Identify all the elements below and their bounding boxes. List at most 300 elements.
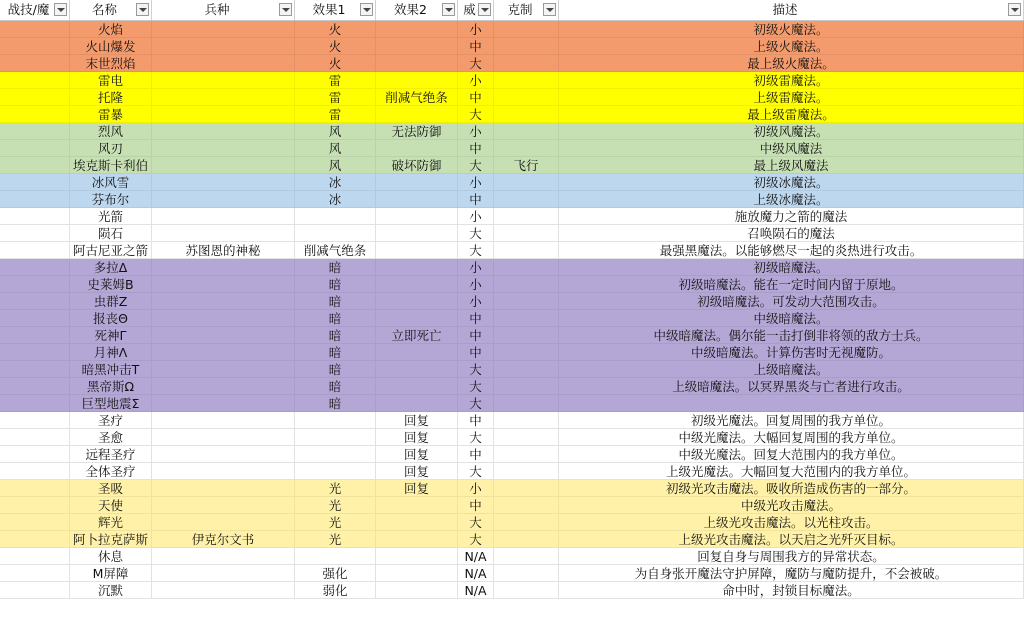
cell-power[interactable]: N/A	[458, 582, 494, 599]
cell-effect2[interactable]	[376, 38, 458, 55]
cell-unit[interactable]	[152, 446, 295, 463]
cell-name[interactable]: 暗黑冲击T	[70, 361, 152, 378]
table-row	[0, 412, 1024, 429]
cell-description[interactable]: 回复自身与周围我方的异常状态。	[559, 548, 1024, 565]
cell-effect1[interactable]: 强化	[295, 565, 376, 582]
cell-effect2[interactable]: 回复	[376, 480, 458, 497]
cell-power[interactable]: 小	[458, 123, 494, 140]
cell-description[interactable]: 中级光魔法。大幅回复周围的我方单位。	[559, 429, 1024, 446]
cell-power[interactable]: 中	[458, 38, 494, 55]
cell-unit[interactable]	[152, 55, 295, 72]
cell-effect2[interactable]	[376, 582, 458, 599]
cell-effect2[interactable]	[376, 140, 458, 157]
cell-unit[interactable]	[152, 429, 295, 446]
cell-counter[interactable]	[494, 89, 559, 106]
cell-power[interactable]: 中	[458, 89, 494, 106]
cell-power[interactable]: 中	[458, 310, 494, 327]
header-cell-power	[458, 0, 494, 20]
cell-name[interactable]: 史莱姆B	[70, 276, 152, 293]
cell-effect1[interactable]: 冰	[295, 174, 376, 191]
cell-unit[interactable]	[152, 395, 295, 412]
cell-power[interactable]: 大	[458, 55, 494, 72]
cell-name[interactable]: 烈风	[70, 123, 152, 140]
cell-effect2[interactable]	[376, 565, 458, 582]
cell-type[interactable]	[0, 514, 70, 531]
cell-effect2[interactable]	[376, 55, 458, 72]
cell-description[interactable]: 最上级风魔法	[559, 157, 1024, 174]
cell-effect2[interactable]: 削减气绝条	[376, 89, 458, 106]
cell-name[interactable]: 雷暴	[70, 106, 152, 123]
cell-effect1[interactable]	[295, 225, 376, 242]
cell-description[interactable]: 初级风魔法。	[559, 123, 1024, 140]
cell-description[interactable]: 初级雷魔法。	[559, 72, 1024, 89]
cell-unit[interactable]	[152, 412, 295, 429]
cell-name[interactable]: M屏障	[70, 565, 152, 582]
cell-type[interactable]	[0, 21, 70, 38]
cell-counter[interactable]	[494, 497, 559, 514]
cell-effect1[interactable]: 光	[295, 531, 376, 548]
cell-description[interactable]: 上级暗魔法。以冥界黑炎与亡者进行攻击。	[559, 378, 1024, 395]
filter-dropdown-icon[interactable]	[442, 3, 455, 16]
cell-unit[interactable]	[152, 497, 295, 514]
cell-power[interactable]: N/A	[458, 565, 494, 582]
cell-unit[interactable]	[152, 344, 295, 361]
cell-description[interactable]: 最上级雷魔法。	[559, 106, 1024, 123]
cell-name[interactable]: 雷电	[70, 72, 152, 89]
cell-type[interactable]	[0, 191, 70, 208]
cell-effect1[interactable]: 风	[295, 123, 376, 140]
cell-effect2[interactable]	[376, 514, 458, 531]
cell-type[interactable]	[0, 395, 70, 412]
table-row	[0, 395, 1024, 412]
cell-unit[interactable]	[152, 276, 295, 293]
cell-effect1[interactable]: 风	[295, 140, 376, 157]
table-row	[0, 55, 1024, 72]
cell-unit[interactable]	[152, 293, 295, 310]
cell-type[interactable]	[0, 123, 70, 140]
cell-counter[interactable]	[494, 361, 559, 378]
cell-effect2[interactable]	[376, 225, 458, 242]
cell-power[interactable]: 中	[458, 140, 494, 157]
cell-counter[interactable]	[494, 293, 559, 310]
cell-effect2[interactable]	[376, 174, 458, 191]
cell-counter[interactable]	[494, 21, 559, 38]
cell-effect2[interactable]: 回复	[376, 412, 458, 429]
cell-type[interactable]	[0, 378, 70, 395]
cell-power[interactable]: 大	[458, 106, 494, 123]
cell-unit[interactable]	[152, 565, 295, 582]
cell-description[interactable]: 为自身张开魔法守护屏障，魔防与魔防提升，不会被破。	[559, 565, 1024, 582]
cell-unit[interactable]	[152, 582, 295, 599]
cell-counter[interactable]	[494, 140, 559, 157]
cell-effect2[interactable]	[376, 191, 458, 208]
cell-name[interactable]: 全体圣疗	[70, 463, 152, 480]
cell-type[interactable]	[0, 548, 70, 565]
cell-name[interactable]: 圣吸	[70, 480, 152, 497]
filter-dropdown-icon[interactable]	[54, 3, 67, 16]
cell-type[interactable]	[0, 497, 70, 514]
table-row	[0, 38, 1024, 55]
cell-unit[interactable]	[152, 89, 295, 106]
cell-type[interactable]	[0, 582, 70, 599]
cell-description[interactable]: 初级暗魔法。	[559, 259, 1024, 276]
cell-name[interactable]: 报丧Θ	[70, 310, 152, 327]
cell-description[interactable]: 中级暗魔法。偶尔能一击打倒非将领的敌方士兵。	[559, 327, 1024, 344]
cell-effect1[interactable]: 暗	[295, 344, 376, 361]
cell-power[interactable]: 小	[458, 174, 494, 191]
cell-name[interactable]: 火山爆发	[70, 38, 152, 55]
cell-counter[interactable]	[494, 344, 559, 361]
cell-description[interactable]: 中级暗魔法。计算伤害时无视魔防。	[559, 344, 1024, 361]
cell-power[interactable]: 小	[458, 293, 494, 310]
cell-effect1[interactable]: 火	[295, 55, 376, 72]
cell-counter[interactable]	[494, 123, 559, 140]
cell-type[interactable]	[0, 293, 70, 310]
cell-unit[interactable]	[152, 174, 295, 191]
cell-description[interactable]: 初级光魔法。回复周围的我方单位。	[559, 412, 1024, 429]
cell-effect2[interactable]	[376, 242, 458, 259]
cell-counter[interactable]	[494, 378, 559, 395]
cell-effect2[interactable]: 立即死亡	[376, 327, 458, 344]
cell-effect1[interactable]: 暗	[295, 361, 376, 378]
cell-effect1[interactable]: 暗	[295, 378, 376, 395]
cell-type[interactable]	[0, 140, 70, 157]
cell-name[interactable]: 阿古尼亚之箭	[70, 242, 152, 259]
cell-counter[interactable]	[494, 259, 559, 276]
cell-effect1[interactable]: 暗	[295, 327, 376, 344]
cell-unit[interactable]	[152, 191, 295, 208]
cell-type[interactable]	[0, 259, 70, 276]
cell-type[interactable]	[0, 225, 70, 242]
header-label: 效果2	[394, 2, 427, 17]
cell-counter[interactable]	[494, 429, 559, 446]
cell-power[interactable]: 小	[458, 72, 494, 89]
table-row	[0, 225, 1024, 242]
cell-counter[interactable]	[494, 565, 559, 582]
cell-type[interactable]	[0, 412, 70, 429]
cell-type[interactable]	[0, 310, 70, 327]
cell-power[interactable]: 中	[458, 191, 494, 208]
cell-unit[interactable]	[152, 21, 295, 38]
cell-effect2[interactable]	[376, 497, 458, 514]
cell-name[interactable]: 陨石	[70, 225, 152, 242]
cell-effect2[interactable]: 回复	[376, 429, 458, 446]
cell-effect2[interactable]	[376, 361, 458, 378]
cell-type[interactable]	[0, 361, 70, 378]
cell-counter[interactable]	[494, 412, 559, 429]
cell-effect1[interactable]: 火	[295, 38, 376, 55]
cell-name[interactable]: 圣愈	[70, 429, 152, 446]
cell-effect1[interactable]: 弱化	[295, 582, 376, 599]
cell-unit[interactable]	[152, 463, 295, 480]
cell-power[interactable]: 小	[458, 276, 494, 293]
cell-name[interactable]: 休息	[70, 548, 152, 565]
cell-counter[interactable]	[494, 174, 559, 191]
cell-effect1[interactable]: 光	[295, 514, 376, 531]
cell-name[interactable]: 黑帝斯Ω	[70, 378, 152, 395]
cell-counter[interactable]	[494, 242, 559, 259]
cell-effect2[interactable]	[376, 548, 458, 565]
cell-unit[interactable]	[152, 123, 295, 140]
cell-unit[interactable]	[152, 480, 295, 497]
cell-counter[interactable]	[494, 548, 559, 565]
cell-name[interactable]: 光箭	[70, 208, 152, 225]
cell-description[interactable]: 上级冰魔法。	[559, 191, 1024, 208]
cell-unit[interactable]	[152, 514, 295, 531]
cell-effect2[interactable]	[376, 344, 458, 361]
cell-name[interactable]: 阿卜拉克萨斯	[70, 531, 152, 548]
cell-effect1[interactable]: 火	[295, 21, 376, 38]
cell-power[interactable]: 中	[458, 327, 494, 344]
cell-unit[interactable]	[152, 327, 295, 344]
cell-name[interactable]: 圣疗	[70, 412, 152, 429]
cell-effect2[interactable]	[376, 208, 458, 225]
cell-type[interactable]	[0, 276, 70, 293]
cell-type[interactable]	[0, 72, 70, 89]
cell-unit[interactable]	[152, 72, 295, 89]
cell-unit[interactable]	[152, 378, 295, 395]
cell-effect1[interactable]: 暗	[295, 259, 376, 276]
cell-power[interactable]: 中	[458, 412, 494, 429]
cell-effect2[interactable]	[376, 531, 458, 548]
cell-description[interactable]: 上级雷魔法。	[559, 89, 1024, 106]
table-row	[0, 531, 1024, 548]
cell-unit[interactable]	[152, 140, 295, 157]
cell-counter[interactable]	[494, 225, 559, 242]
cell-effect1[interactable]: 雷	[295, 72, 376, 89]
cell-description[interactable]: 中级暗魔法。	[559, 310, 1024, 327]
cell-unit[interactable]	[152, 259, 295, 276]
cell-effect1[interactable]: 雷	[295, 106, 376, 123]
cell-counter[interactable]	[494, 106, 559, 123]
cell-effect1[interactable]	[295, 463, 376, 480]
cell-counter[interactable]	[494, 310, 559, 327]
cell-unit[interactable]	[152, 157, 295, 174]
cell-type[interactable]	[0, 89, 70, 106]
cell-unit[interactable]: 伊克尔文书	[152, 531, 295, 548]
cell-counter[interactable]: 飞行	[494, 157, 559, 174]
cell-description[interactable]: 初级火魔法。	[559, 21, 1024, 38]
cell-name[interactable]: 火焰	[70, 21, 152, 38]
cell-effect1[interactable]: 冰	[295, 191, 376, 208]
cell-name[interactable]: 托隆	[70, 89, 152, 106]
cell-unit[interactable]	[152, 225, 295, 242]
cell-name[interactable]: 虫群Z	[70, 293, 152, 310]
cell-power[interactable]: 小	[458, 480, 494, 497]
cell-counter[interactable]	[494, 276, 559, 293]
cell-power[interactable]: 大	[458, 225, 494, 242]
cell-name[interactable]: 死神Γ	[70, 327, 152, 344]
cell-power[interactable]: 大	[458, 395, 494, 412]
filter-dropdown-icon[interactable]	[478, 3, 491, 16]
cell-type[interactable]	[0, 208, 70, 225]
cell-counter[interactable]	[494, 191, 559, 208]
cell-type[interactable]	[0, 480, 70, 497]
cell-effect2[interactable]	[376, 21, 458, 38]
cell-effect2[interactable]	[376, 310, 458, 327]
cell-effect1[interactable]: 暗	[295, 310, 376, 327]
cell-description[interactable]	[559, 395, 1024, 412]
table-row	[0, 361, 1024, 378]
cell-description[interactable]: 上级光攻击魔法。以光柱攻击。	[559, 514, 1024, 531]
cell-name[interactable]: 天使	[70, 497, 152, 514]
cell-effect1[interactable]	[295, 548, 376, 565]
cell-name[interactable]: 沉默	[70, 582, 152, 599]
cell-counter[interactable]	[494, 208, 559, 225]
cell-description[interactable]: 上级暗魔法。	[559, 361, 1024, 378]
cell-effect1[interactable]	[295, 429, 376, 446]
cell-counter[interactable]	[494, 480, 559, 497]
filter-dropdown-icon[interactable]	[136, 3, 149, 16]
cell-description[interactable]: 施放魔力之箭的魔法	[559, 208, 1024, 225]
cell-power[interactable]: 大	[458, 531, 494, 548]
filter-dropdown-icon[interactable]	[1008, 3, 1021, 16]
cell-effect2[interactable]	[376, 395, 458, 412]
cell-power[interactable]: 中	[458, 497, 494, 514]
cell-power[interactable]: 大	[458, 242, 494, 259]
cell-description[interactable]: 中级风魔法	[559, 140, 1024, 157]
filter-dropdown-icon[interactable]	[360, 3, 373, 16]
cell-description[interactable]: 上级火魔法。	[559, 38, 1024, 55]
cell-unit[interactable]	[152, 208, 295, 225]
cell-unit[interactable]	[152, 361, 295, 378]
cell-power[interactable]: 大	[458, 157, 494, 174]
cell-effect2[interactable]	[376, 378, 458, 395]
cell-type[interactable]	[0, 157, 70, 174]
cell-effect1[interactable]: 光	[295, 497, 376, 514]
cell-name[interactable]: 末世烈焰	[70, 55, 152, 72]
cell-effect2[interactable]: 无法防御	[376, 123, 458, 140]
cell-effect2[interactable]	[376, 276, 458, 293]
cell-power[interactable]: N/A	[458, 548, 494, 565]
cell-name[interactable]: 巨型地震Σ	[70, 395, 152, 412]
cell-description[interactable]: 初级暗魔法。能在一定时间内留于原地。	[559, 276, 1024, 293]
header-cell-unit	[152, 0, 295, 20]
header-cell-type	[0, 0, 70, 20]
cell-effect1[interactable]	[295, 208, 376, 225]
cell-name[interactable]: 风刃	[70, 140, 152, 157]
cell-counter[interactable]	[494, 327, 559, 344]
cell-power[interactable]: 大	[458, 361, 494, 378]
cell-effect1[interactable]: 暗	[295, 293, 376, 310]
cell-unit[interactable]	[152, 310, 295, 327]
cell-type[interactable]	[0, 446, 70, 463]
cell-effect1[interactable]: 风	[295, 157, 376, 174]
table-row	[0, 259, 1024, 276]
cell-effect2[interactable]: 回复	[376, 463, 458, 480]
cell-type[interactable]	[0, 463, 70, 480]
cell-power[interactable]: 大	[458, 463, 494, 480]
cell-effect2[interactable]: 破坏防御	[376, 157, 458, 174]
cell-description[interactable]: 召唤陨石的魔法	[559, 225, 1024, 242]
cell-description[interactable]: 命中时，封锁目标魔法。	[559, 582, 1024, 599]
cell-description[interactable]: 上级光攻击魔法。以天启之光歼灭目标。	[559, 531, 1024, 548]
cell-effect2[interactable]	[376, 72, 458, 89]
cell-description[interactable]: 初级暗魔法。可发动大范围攻击。	[559, 293, 1024, 310]
cell-effect1[interactable]: 光	[295, 480, 376, 497]
cell-effect2[interactable]	[376, 106, 458, 123]
cell-type[interactable]	[0, 242, 70, 259]
cell-type[interactable]	[0, 327, 70, 344]
filter-dropdown-icon[interactable]	[543, 3, 556, 16]
cell-description[interactable]: 最强黑魔法。以能够燃尽一起的炎热进行攻击。	[559, 242, 1024, 259]
header-cell-counter	[494, 0, 559, 20]
cell-effect2[interactable]	[376, 293, 458, 310]
cell-unit[interactable]	[152, 548, 295, 565]
table-row	[0, 174, 1024, 191]
cell-counter[interactable]	[494, 514, 559, 531]
cell-effect1[interactable]: 雷	[295, 89, 376, 106]
cell-effect2[interactable]	[376, 259, 458, 276]
cell-type[interactable]	[0, 344, 70, 361]
cell-counter[interactable]	[494, 463, 559, 480]
cell-counter[interactable]	[494, 395, 559, 412]
cell-name[interactable]: 芬布尔	[70, 191, 152, 208]
cell-power[interactable]: 小	[458, 208, 494, 225]
table-row	[0, 208, 1024, 225]
header-cell-effect1	[295, 0, 376, 20]
cell-description[interactable]: 最上级火魔法。	[559, 55, 1024, 72]
cell-type[interactable]	[0, 38, 70, 55]
cell-effect1[interactable]	[295, 446, 376, 463]
cell-name[interactable]: 月神Λ	[70, 344, 152, 361]
cell-type[interactable]	[0, 565, 70, 582]
cell-description[interactable]: 中级光魔法。回复大范围内的我方单位。	[559, 446, 1024, 463]
cell-power[interactable]: 大	[458, 378, 494, 395]
cell-type[interactable]	[0, 174, 70, 191]
cell-effect1[interactable]: 削减气绝条	[295, 242, 376, 259]
cell-unit[interactable]	[152, 38, 295, 55]
cell-name[interactable]: 埃克斯卡利伯	[70, 157, 152, 174]
cell-name[interactable]: 多拉Δ	[70, 259, 152, 276]
header-cell-description	[559, 0, 1024, 20]
cell-description[interactable]: 中级光攻击魔法。	[559, 497, 1024, 514]
cell-description[interactable]: 初级光攻击魔法。吸收所造成伤害的一部分。	[559, 480, 1024, 497]
cell-unit[interactable]	[152, 106, 295, 123]
cell-counter[interactable]	[494, 55, 559, 72]
cell-name[interactable]: 远程圣疗	[70, 446, 152, 463]
table-row	[0, 140, 1024, 157]
cell-power[interactable]: 中	[458, 344, 494, 361]
cell-effect1[interactable]	[295, 412, 376, 429]
cell-description[interactable]: 上级光魔法。大幅回复大范围内的我方单位。	[559, 463, 1024, 480]
cell-power[interactable]: 大	[458, 429, 494, 446]
cell-type[interactable]	[0, 429, 70, 446]
cell-counter[interactable]	[494, 531, 559, 548]
header-label: 描述	[772, 2, 798, 17]
cell-type[interactable]	[0, 106, 70, 123]
cell-description[interactable]: 初级冰魔法。	[559, 174, 1024, 191]
table-row	[0, 21, 1024, 38]
cell-name[interactable]: 冰风雪	[70, 174, 152, 191]
cell-counter[interactable]	[494, 446, 559, 463]
cell-type[interactable]	[0, 531, 70, 548]
cell-unit[interactable]: 苏图恩的神秘	[152, 242, 295, 259]
cell-effect2[interactable]: 回复	[376, 446, 458, 463]
cell-effect1[interactable]: 暗	[295, 395, 376, 412]
cell-counter[interactable]	[494, 38, 559, 55]
cell-power[interactable]: 大	[458, 514, 494, 531]
cell-power[interactable]: 小	[458, 259, 494, 276]
cell-effect1[interactable]: 暗	[295, 276, 376, 293]
cell-power[interactable]: 中	[458, 446, 494, 463]
cell-power[interactable]: 小	[458, 21, 494, 38]
cell-name[interactable]: 辉光	[70, 514, 152, 531]
cell-type[interactable]	[0, 55, 70, 72]
cell-counter[interactable]	[494, 72, 559, 89]
filter-dropdown-icon[interactable]	[279, 3, 292, 16]
cell-counter[interactable]	[494, 582, 559, 599]
